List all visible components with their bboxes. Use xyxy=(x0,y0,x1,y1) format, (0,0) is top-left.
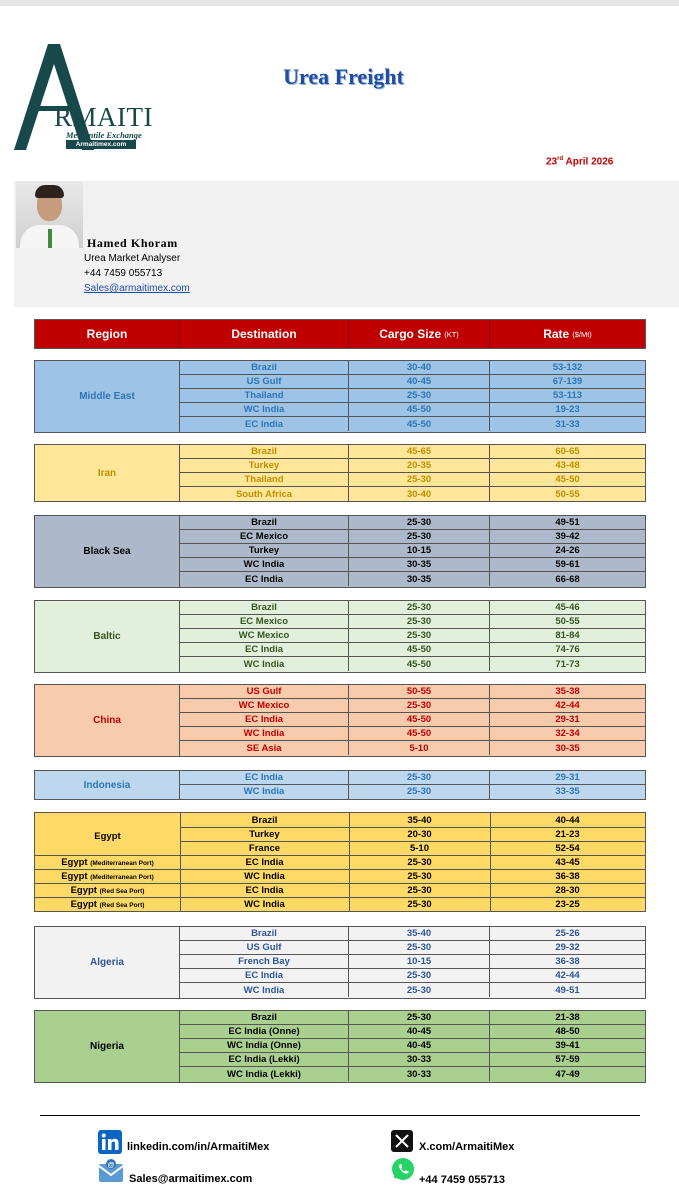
rate-cell: 47-49 xyxy=(555,1068,580,1080)
rate-cell: 30-35 xyxy=(555,742,580,754)
rate-cell: 74-76 xyxy=(555,644,580,656)
destination-cell: EC India xyxy=(180,572,349,586)
region-label: Egypt (Red Sea Port) xyxy=(70,899,145,910)
rate-cell: 45-46 xyxy=(555,601,580,613)
rate-cell: 31-33 xyxy=(555,418,580,430)
rate-cell: 52-54 xyxy=(555,843,580,854)
rate-cell: 19-23 xyxy=(555,404,580,416)
header-destination: Destination xyxy=(180,320,349,348)
table-row xyxy=(180,530,645,544)
cargo-size-cell: 45-50 xyxy=(349,417,490,431)
rate-cell: 42-44 xyxy=(555,699,580,711)
table-row xyxy=(180,685,645,699)
logo-url: Armaitimex.com xyxy=(66,140,136,149)
rate-cell: 21-38 xyxy=(555,1011,580,1023)
analyst-name: Hamed Khoram xyxy=(87,236,178,250)
cargo-size-cell: 45-50 xyxy=(349,403,490,416)
rate-cell: 45-50 xyxy=(555,473,580,485)
destination-cell: EC India (Lekki) xyxy=(180,1053,349,1066)
region-block-nigeria xyxy=(34,1010,646,1083)
cargo-size-cell: 30-35 xyxy=(349,572,490,586)
rate-cell: 53-113 xyxy=(552,389,583,401)
cargo-size-cell: 25-30 xyxy=(407,885,432,896)
table-row xyxy=(180,361,645,375)
cargo-size-cell: 45-50 xyxy=(349,713,490,726)
rate-cell: 50-55 xyxy=(555,615,580,627)
table-row xyxy=(180,516,645,530)
destination-cell: Brazil xyxy=(251,815,278,826)
rate-cell: 24-26 xyxy=(555,544,580,556)
table-row xyxy=(180,615,645,629)
table-row xyxy=(180,1067,645,1081)
table-row xyxy=(180,713,645,727)
region-label: Algeria xyxy=(35,927,180,998)
destination-cell: Turkey xyxy=(249,829,280,840)
destination-cell: Thailand xyxy=(180,473,349,486)
table-row xyxy=(180,1025,645,1039)
table-row xyxy=(180,487,645,501)
destination-cell: Thailand xyxy=(180,389,349,402)
cargo-size-cell: 30-40 xyxy=(349,487,490,501)
cargo-size-cell: 25-30 xyxy=(349,516,490,529)
destination-cell: Turkey xyxy=(180,544,349,557)
rate-cell: 21-23 xyxy=(555,829,580,840)
cargo-size-cell: 25-30 xyxy=(349,969,490,982)
table-row xyxy=(180,983,645,997)
rate-cell: 57-59 xyxy=(555,1054,580,1066)
destination-cell: Brazil xyxy=(180,1011,349,1024)
table-row xyxy=(180,657,645,671)
page-title: Urea Freight xyxy=(283,64,404,89)
x-icon xyxy=(391,1130,413,1152)
linkedin-icon xyxy=(98,1130,122,1154)
cargo-size-cell: 25-30 xyxy=(349,1011,490,1024)
rate-cell: 29-31 xyxy=(555,713,580,725)
cargo-size-cell: 20-30 xyxy=(407,829,432,840)
destination-cell: EC India xyxy=(180,417,349,431)
destination-cell: French Bay xyxy=(180,955,349,968)
rate-cell: 50-55 xyxy=(555,488,580,500)
table-row xyxy=(180,1053,645,1067)
table-row xyxy=(180,572,645,586)
logo-name: RMAITI xyxy=(54,102,153,132)
analyst-panel xyxy=(14,181,679,307)
destination-cell: Turkey xyxy=(180,459,349,472)
email-icon xyxy=(98,1158,124,1184)
table-row xyxy=(180,1011,645,1025)
footer-phone: +44 7459 055713 xyxy=(419,1174,505,1186)
region-block-middle-east xyxy=(34,360,646,433)
header-rate: Rate ($/Mt) xyxy=(543,327,592,341)
region-label: Egypt (Red Sea Port) xyxy=(70,885,145,896)
svg-text:@: @ xyxy=(107,1162,115,1169)
destination-cell: WC India xyxy=(180,403,349,416)
destination-cell: WC India xyxy=(244,899,285,910)
table-row xyxy=(180,544,645,558)
destination-cell: WC India (Lekki) xyxy=(180,1067,349,1081)
region-label: Egypt xyxy=(94,831,121,842)
footer-divider xyxy=(40,1115,640,1116)
cargo-size-cell: 50-55 xyxy=(349,685,490,698)
cargo-size-cell: 25-30 xyxy=(349,389,490,402)
table-row xyxy=(180,601,645,615)
cargo-size-cell: 35-40 xyxy=(349,927,490,940)
cargo-size-cell: 25-30 xyxy=(349,629,490,642)
cargo-size-cell: 5-10 xyxy=(349,741,490,755)
rate-cell: 28-30 xyxy=(555,885,580,896)
rate-cell: 36-38 xyxy=(555,955,580,967)
destination-cell: EC India xyxy=(245,885,284,896)
table-row xyxy=(180,699,645,713)
top-bar xyxy=(0,0,679,6)
cargo-size-cell: 35-40 xyxy=(407,815,432,826)
region-label: Baltic xyxy=(35,601,180,672)
cargo-size-cell: 45-65 xyxy=(349,445,490,458)
cargo-size-cell: 20-35 xyxy=(349,459,490,472)
rate-cell: 66-68 xyxy=(555,573,580,585)
table-row xyxy=(180,389,645,403)
destination-cell: Brazil xyxy=(180,927,349,940)
destination-cell: WC Mexico xyxy=(180,629,349,642)
rate-cell: 40-44 xyxy=(555,815,580,826)
destination-cell: France xyxy=(248,843,281,854)
destination-cell: WC India xyxy=(180,785,349,799)
destination-cell: Brazil xyxy=(180,445,349,458)
region-block-indonesia xyxy=(34,770,646,800)
table-header xyxy=(34,319,646,349)
table-row xyxy=(180,1039,645,1053)
rate-cell: 43-48 xyxy=(555,459,580,471)
rate-cell: 81-84 xyxy=(555,629,580,641)
rate-cell: 23-25 xyxy=(555,899,580,910)
cargo-size-cell: 25-30 xyxy=(349,983,490,997)
rate-cell: 71-73 xyxy=(555,658,580,670)
cargo-size-cell: 25-30 xyxy=(349,601,490,614)
cargo-size-cell: 10-15 xyxy=(349,544,490,557)
destination-cell: EC India xyxy=(245,857,284,868)
cargo-size-cell: 25-30 xyxy=(407,871,432,882)
logo-subtitle: Mercantile Exchange xyxy=(66,130,142,140)
whatsapp-icon xyxy=(391,1157,415,1181)
destination-cell: US Gulf xyxy=(180,375,349,388)
report-date: 23rd April 2026 xyxy=(546,156,614,168)
rate-cell: 39-42 xyxy=(555,530,580,542)
rate-cell: 53-132 xyxy=(552,361,583,373)
destination-cell: EC Mexico xyxy=(180,530,349,543)
region-label: China xyxy=(35,685,180,756)
rate-cell: 29-32 xyxy=(555,941,580,953)
cargo-size-cell: 25-30 xyxy=(349,785,490,799)
header-region: Region xyxy=(35,320,180,348)
analyst-phone: +44 7459 055713 xyxy=(84,268,163,279)
cargo-size-cell: 5-10 xyxy=(409,843,429,854)
destination-cell: WC India xyxy=(244,871,285,882)
cargo-size-cell: 45-50 xyxy=(349,643,490,656)
rate-cell: 59-61 xyxy=(555,559,580,571)
destination-cell: US Gulf xyxy=(180,941,349,954)
cargo-size-cell: 30-33 xyxy=(349,1067,490,1081)
cargo-size-cell: 25-30 xyxy=(349,771,490,784)
destination-cell: EC India xyxy=(180,771,349,784)
destination-cell: Brazil xyxy=(180,601,349,614)
cargo-size-cell: 25-30 xyxy=(349,941,490,954)
destination-cell: EC Mexico xyxy=(180,615,349,628)
table-row xyxy=(180,727,645,741)
cargo-size-cell: 25-30 xyxy=(349,699,490,712)
destination-cell: EC India xyxy=(180,643,349,656)
cargo-size-cell: 25-30 xyxy=(349,473,490,486)
region-label: Nigeria xyxy=(35,1011,180,1082)
cargo-size-cell: 10-15 xyxy=(349,955,490,968)
destination-cell: Brazil xyxy=(180,516,349,529)
header-cargo: Cargo Size (KT) xyxy=(349,320,490,348)
region-block-algeria xyxy=(34,926,646,999)
armaiti-logo xyxy=(14,44,153,150)
table-row xyxy=(180,643,645,657)
cargo-size-cell: 45-50 xyxy=(349,727,490,740)
table-row xyxy=(180,927,645,941)
cargo-size-cell: 30-33 xyxy=(349,1053,490,1066)
rate-cell: 49-51 xyxy=(555,516,580,528)
region-label: Iran xyxy=(35,445,180,501)
destination-cell: WC India xyxy=(180,727,349,740)
destination-cell: EC India xyxy=(180,713,349,726)
destination-cell: Brazil xyxy=(180,361,349,374)
cargo-size-cell: 30-35 xyxy=(349,558,490,571)
destination-cell: WC Mexico xyxy=(180,699,349,712)
rate-cell: 33-35 xyxy=(555,786,580,798)
region-label: Indonesia xyxy=(35,771,180,799)
table-row xyxy=(180,629,645,643)
rate-cell: 67-139 xyxy=(552,375,583,387)
table-row xyxy=(180,473,645,487)
rate-cell: 42-44 xyxy=(555,970,580,982)
cargo-size-cell: 40-45 xyxy=(349,1039,490,1052)
rate-cell: 35-38 xyxy=(555,685,580,697)
rate-cell: 25-26 xyxy=(555,927,580,939)
analyst-role: Urea Market Analyser xyxy=(84,253,181,264)
rate-cell: 49-51 xyxy=(555,984,580,996)
table-row xyxy=(180,375,645,389)
destination-cell: EC India (Onne) xyxy=(180,1025,349,1038)
rate-cell: 43-45 xyxy=(555,857,580,868)
region-label: Black Sea xyxy=(35,516,180,587)
destination-cell: US Gulf xyxy=(180,685,349,698)
rate-cell: 32-34 xyxy=(555,728,580,740)
analyst-photo xyxy=(16,181,83,248)
destination-cell: WC India xyxy=(180,983,349,997)
table-row xyxy=(180,955,645,969)
cargo-size-cell: 40-45 xyxy=(349,1025,490,1038)
table-row xyxy=(180,785,645,799)
table-row xyxy=(180,969,645,983)
region-label: Middle East xyxy=(35,361,180,432)
analyst-email-link[interactable]: Sales@armaitimex.com xyxy=(84,283,190,294)
table-row xyxy=(180,558,645,572)
destination-cell: WC India xyxy=(180,657,349,671)
rate-cell: 60-65 xyxy=(555,445,580,457)
destination-cell: WC India (Onne) xyxy=(180,1039,349,1052)
cargo-size-cell: 25-30 xyxy=(349,530,490,543)
table-row xyxy=(180,403,645,417)
destination-cell: SE Asia xyxy=(180,741,349,755)
region-block-baltic xyxy=(34,600,646,673)
region-block-iran xyxy=(34,444,646,502)
region-block-egypt xyxy=(34,812,646,912)
destination-cell: South Africa xyxy=(180,487,349,501)
rate-cell: 29-31 xyxy=(555,771,580,783)
table-row xyxy=(180,459,645,473)
region-label: Egypt (Mediterranean Port) xyxy=(61,871,154,882)
table-row xyxy=(180,941,645,955)
cargo-size-cell: 25-30 xyxy=(407,857,432,868)
table-row xyxy=(180,417,645,431)
footer-email-link[interactable]: Sales@armaitimex.com xyxy=(129,1173,253,1185)
destination-cell: EC India xyxy=(180,969,349,982)
table-row xyxy=(180,741,645,755)
footer-x-link[interactable]: X.com/ArmaitiMex xyxy=(419,1141,515,1153)
region-label: Egypt (Mediterranean Port) xyxy=(61,857,154,868)
cargo-size-cell: 40-45 xyxy=(349,375,490,388)
footer-linkedin-link[interactable]: linkedin.com/in/ArmaitiMex xyxy=(127,1141,270,1153)
cargo-size-cell: 25-30 xyxy=(407,899,432,910)
cargo-size-cell: 45-50 xyxy=(349,657,490,671)
cargo-size-cell: 25-30 xyxy=(349,615,490,628)
destination-cell: WC India xyxy=(180,558,349,571)
table-row xyxy=(180,445,645,459)
rate-cell: 48-50 xyxy=(555,1025,580,1037)
region-block-black-sea xyxy=(34,515,646,588)
rate-cell: 36-38 xyxy=(555,871,580,882)
cargo-size-cell: 30-40 xyxy=(349,361,490,374)
region-block-china xyxy=(34,684,646,757)
table-row xyxy=(180,771,645,785)
rate-cell: 39-41 xyxy=(555,1039,580,1051)
